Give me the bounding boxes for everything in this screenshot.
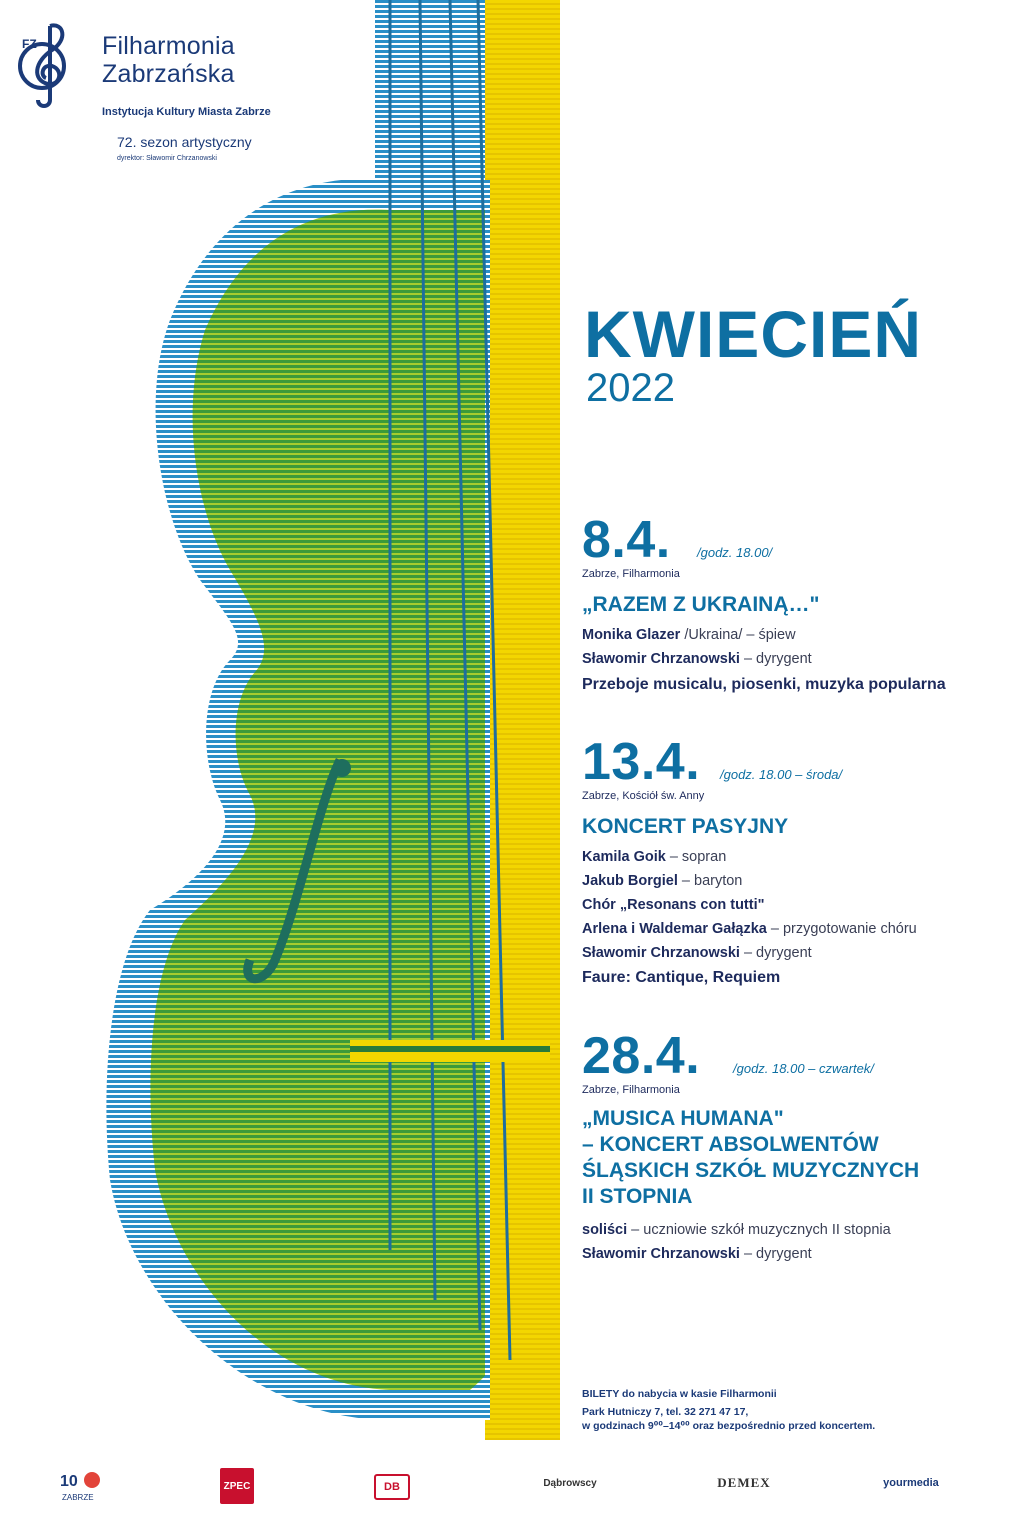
zabrze-100-icon [58, 1468, 102, 1504]
tickets-line3: w godzinach 9⁰⁰–14⁰⁰ oraz bezpośrednio przed koncertem. [582, 1420, 876, 1432]
sponsor-zabrze-logo [58, 1468, 102, 1504]
event-venue: Zabrze, Filharmonia [582, 1084, 680, 1096]
logo-letters: FZ [22, 37, 37, 51]
event-program: Przeboje musicalu, piosenki, muzyka popularna [582, 676, 946, 693]
performer-name: Sławomir Chrzanowski [582, 945, 740, 961]
sponsor-dabrowscy-text: Dąbrowscy [543, 1477, 597, 1489]
treble-clef-logo-icon [12, 18, 82, 108]
sponsor-yourmedia-text: yourmedia [883, 1477, 939, 1489]
performer-name: Monika Glazer [582, 627, 681, 643]
event-program: Faure: Cantique, Requiem [582, 969, 781, 986]
sponsor-yourmedia-logo [876, 1468, 946, 1498]
performer-line [582, 917, 917, 941]
org-name-line2: Zabrzańska [102, 60, 235, 88]
performer-role: – dyrygent [739, 945, 812, 961]
performer-line [582, 647, 812, 671]
event-venue: Zabrze, Kościół św. Anny [582, 790, 705, 802]
violin-illustration [90, 0, 560, 1440]
performer-line [582, 1218, 891, 1242]
sponsor-db-text: DB [384, 1481, 400, 1493]
org-name-line1: Filharmonia [102, 32, 235, 60]
event-title-line: „MUSICA HUMANA" [582, 1107, 784, 1130]
sponsor-db-logo [374, 1474, 410, 1500]
sponsor-zpec-logo [220, 1468, 254, 1504]
performer-role: – dyrygent [739, 1246, 812, 1262]
month-title: KWIECIEŃ [584, 297, 922, 371]
performer-role: – uczniowie szkół muzycznych II stopnia [627, 1222, 891, 1238]
performer-name: Jakub Borgiel [582, 873, 678, 889]
sponsor-zabrze-text: ZABRZE [62, 1493, 94, 1502]
event-date: 8.4. [582, 511, 671, 569]
event-title: KONCERT PASYJNY [582, 815, 789, 838]
event-time: /godz. 18.00/ [697, 545, 773, 560]
performer-line [582, 941, 812, 965]
event-venue: Zabrze, Filharmonia [582, 568, 680, 580]
performer-name: Kamila Goik [582, 849, 666, 865]
performer-role: /Ukraina/ – śpiew [680, 627, 796, 643]
event-title-line: ŚLĄSKICH SZKÓŁ MUZYCZNYCH [582, 1159, 920, 1182]
performer-line [582, 845, 726, 869]
performer-role: – baryton [677, 873, 743, 889]
svg-text:10: 10 [60, 1473, 78, 1490]
org-subtitle: Instytucja Kultury Miasta Zabrze [102, 106, 271, 118]
sponsor-dabrowscy-logo [538, 1468, 602, 1498]
tickets-line1: BILETY do nabycia w kasie Filharmonii [582, 1388, 777, 1400]
event-title-line: II STOPNIA [582, 1185, 693, 1208]
performer-name: Arlena i Waldemar Gałązka [582, 921, 767, 937]
performer-name: Chór „Resonans con tutti" [582, 897, 765, 913]
performer-line [582, 893, 765, 917]
performer-role: – dyrygent [739, 651, 812, 667]
performer-line [582, 1242, 812, 1266]
event-date: 28.4. [582, 1027, 701, 1085]
year-label: 2022 [586, 366, 675, 410]
sponsor-demex-text: DEMEX [717, 1475, 771, 1490]
sponsor-zpec-text: ZPEC [223, 1480, 251, 1492]
sponsor-demex-logo [708, 1468, 780, 1498]
season-label: 72. sezon artystyczny [117, 134, 252, 150]
director-label: dyrektor: Sławomir Chrzanowski [117, 155, 217, 162]
performer-name: Sławomir Chrzanowski [582, 1246, 740, 1262]
event-title: „RAZEM Z UKRAINĄ…" [582, 593, 820, 616]
tickets-line2: Park Hutniczy 7, tel. 32 271 47 17, [582, 1406, 749, 1418]
performer-line [582, 623, 796, 647]
performer-role: – sopran [665, 849, 727, 865]
performer-line [582, 869, 742, 893]
event-date: 13.4. [582, 733, 701, 791]
performer-role: – przygotowanie chóru [766, 921, 917, 937]
event-time: /godz. 18.00 – czwartek/ [733, 1061, 874, 1076]
event-title-line: – KONCERT ABSOLWENTÓW [582, 1133, 879, 1156]
event-time: /godz. 18.00 – środa/ [720, 767, 843, 782]
performer-name: Sławomir Chrzanowski [582, 651, 740, 667]
performer-name: soliści [582, 1222, 628, 1238]
